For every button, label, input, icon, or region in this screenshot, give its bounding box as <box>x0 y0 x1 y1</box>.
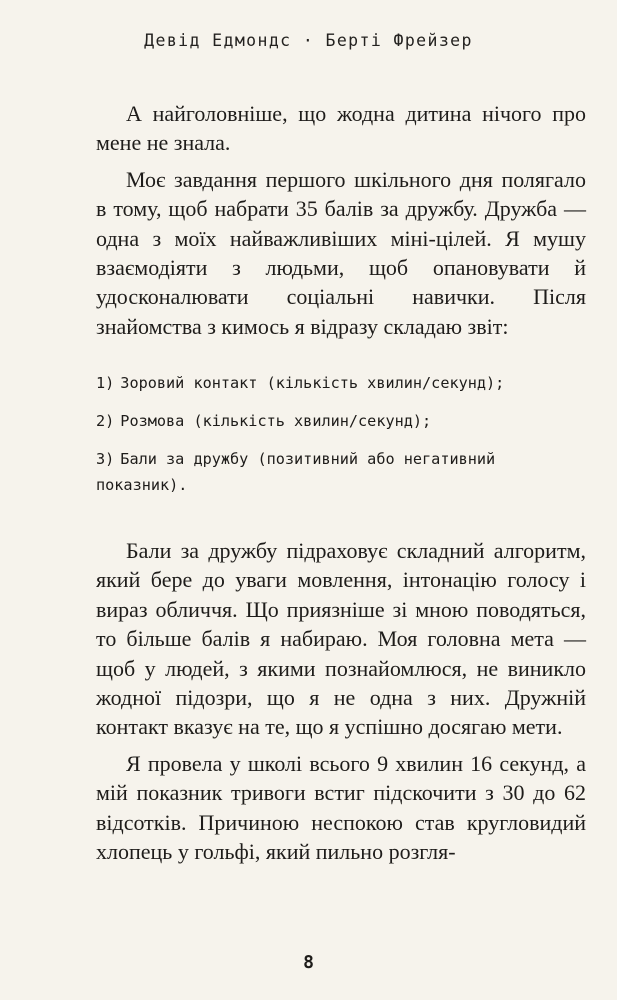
running-header: Девід Едмондс · Берті Фрейзер <box>144 31 473 50</box>
paragraph: Я провела у школі всього 9 хвилин 16 секунд, а мій показник тривоги встиг підскочити з 30 до 62 відсотків. Причиною неспокою став кругловидий хлопець у гольфі, який пильно розгля- <box>96 750 586 865</box>
list-item <box>96 408 586 434</box>
list-item-text: Розмова (кількість хвилин/секунд); <box>120 412 432 430</box>
list-item <box>96 446 586 498</box>
list-item-number: 2) <box>96 412 115 430</box>
text-block-bottom <box>96 536 586 873</box>
text-block-top <box>96 99 586 348</box>
page-number: 8 <box>303 952 314 973</box>
paragraph: Бали за дружбу підраховує складний алгоритм, який бере до уваги мовлення, інтонацію голосу і вираз обличчя. Що приязніше зі мною поводяться, то більше балів я набираю. Моя головна мета — щоб у людей, з якими познайомлюся, не виникло жодної підозри, що я не одна з них. Дружній контакт вказує на те, що я успішно досягаю мети. <box>96 538 586 740</box>
list-item <box>96 370 586 396</box>
report-list <box>96 370 586 510</box>
list-item-text: Бали за дружбу (позитивний або негативний показник). <box>96 450 496 494</box>
list-item-text: Зоровий контакт (кількість хвилин/секунд); <box>120 374 505 392</box>
paragraph: Моє завдання першого шкільного дня полягало в тому, щоб набрати 35 балів за дружбу. Дружба — одна з моїх найважливіших міні-цілей. Я мушу взаємодіяти з людьми, щоб опановувати й удосконалювати соціальні навички. Після знайомства з кимось я відразу складаю звіт: <box>96 166 586 339</box>
paragraph: А найголовніше, що жодна дитина нічого про мене не знала. <box>96 101 586 156</box>
list-item-number: 1) <box>96 374 115 392</box>
list-item-number: 3) <box>96 450 115 468</box>
